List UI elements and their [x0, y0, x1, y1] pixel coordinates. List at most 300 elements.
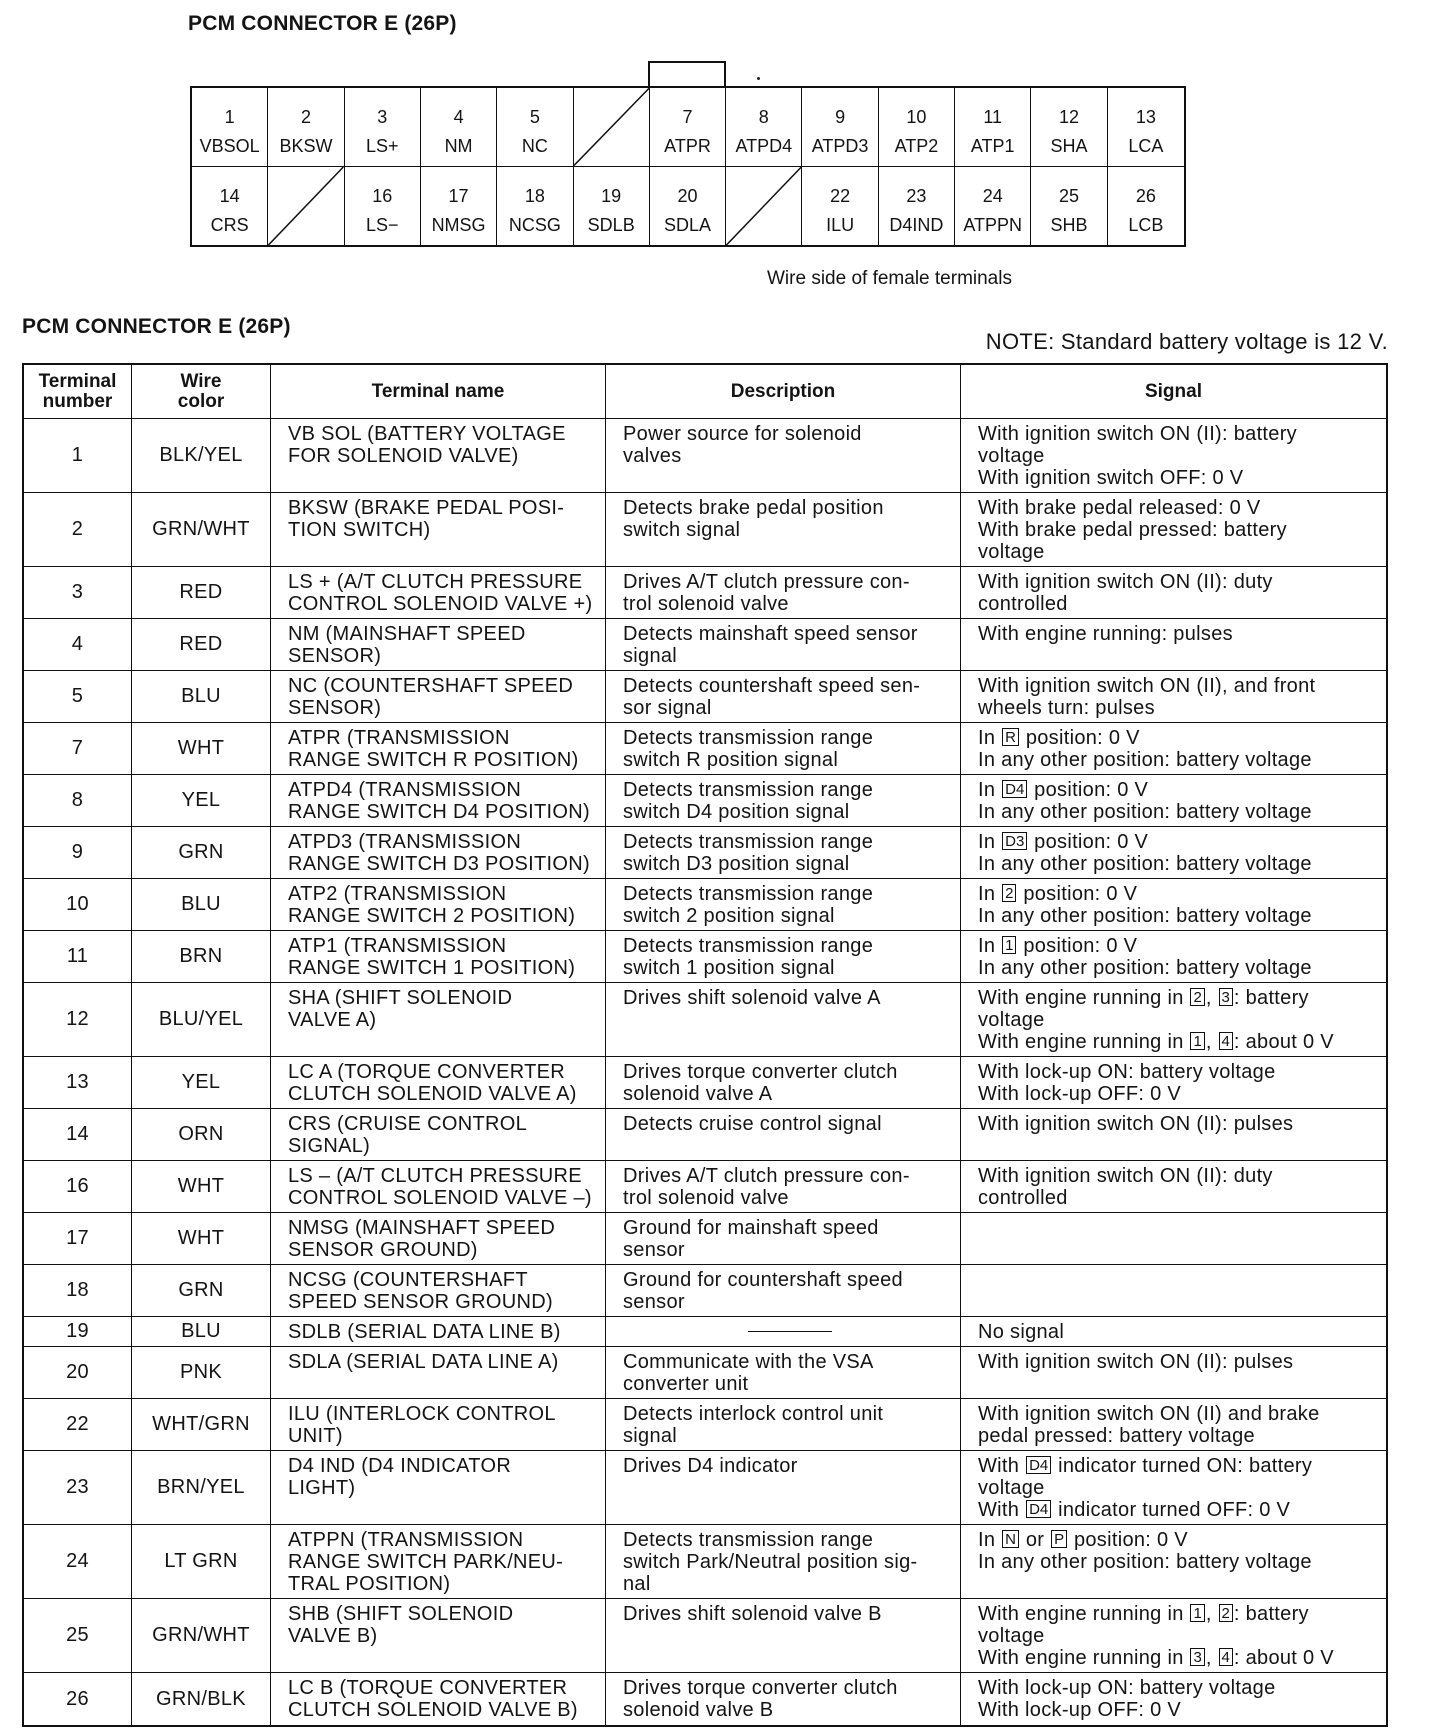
- terminal-name-line: RANGE SWITCH 2 POSITION): [288, 905, 576, 927]
- terminal-name-line: CONTROL SOLENOID VALVE +): [288, 593, 593, 615]
- description-cell: [606, 567, 961, 618]
- description-line: Detects mainshaft speed sensor: [623, 623, 918, 645]
- description-line: Detects brake pedal position: [623, 497, 884, 519]
- terminal-number-cell: 17: [24, 1213, 132, 1264]
- text-segment: With: [978, 1455, 1026, 1477]
- description-line: Drives torque converter clutch: [623, 1677, 898, 1699]
- terminal-pin-label: BKSW: [279, 136, 333, 156]
- terminal-name-cell: [271, 775, 606, 826]
- description-cell: [606, 671, 961, 722]
- wire-color-cell: BRN/YEL: [132, 1451, 271, 1524]
- text-segment: ,: [1205, 987, 1218, 1009]
- signal-line: [978, 987, 1382, 1009]
- description-cell: [606, 1213, 961, 1264]
- terminal-name-cell: [271, 1213, 606, 1264]
- connector-cell-blank: [268, 167, 344, 246]
- battery-voltage-note: NOTE: Standard battery voltage is 12 V.: [985, 329, 1388, 354]
- connector-cell-1: [192, 88, 268, 167]
- connector-cell-13: [1108, 88, 1184, 167]
- table-row: [24, 775, 1386, 827]
- terminal-name-line: VALVE B): [288, 1625, 378, 1647]
- terminal-pin-label: D4IND: [889, 214, 944, 235]
- signal-line: In any other position: battery voltage: [978, 905, 1312, 927]
- terminal-name-line: RANGE SWITCH PARK/NEU-: [288, 1551, 564, 1573]
- table-row: [24, 983, 1386, 1057]
- terminal-pin-label: LCA: [1128, 136, 1164, 156]
- description-line: Drives shift solenoid valve B: [623, 1603, 882, 1625]
- header-color-line: color: [177, 390, 225, 412]
- terminal-number-cell: 11: [24, 931, 132, 982]
- boxed-position-symbol: 3: [1219, 988, 1233, 1006]
- terminal-name-cell: [271, 1057, 606, 1108]
- text-segment: With engine running in: [978, 1603, 1190, 1625]
- description-line: Detects transmission range: [623, 779, 874, 801]
- signal-line: With ignition switch ON (II), and front: [978, 675, 1316, 697]
- description-cell: [606, 419, 961, 492]
- terminal-name-cell: [271, 1451, 606, 1524]
- slash-line: [726, 167, 801, 246]
- terminal-pin-number: 11: [983, 107, 1003, 127]
- signal-cell: [961, 1265, 1386, 1316]
- table-row: [24, 493, 1386, 567]
- text-segment: ,: [1205, 1031, 1218, 1053]
- boxed-position-symbol: N: [1002, 1530, 1019, 1548]
- connector-cell-10: [879, 88, 955, 167]
- slash-line: [574, 88, 649, 166]
- signal-line: [978, 1603, 1382, 1625]
- terminal-number-cell: 13: [24, 1057, 132, 1108]
- terminal-number-cell: 5: [24, 671, 132, 722]
- wire-color-cell: LT GRN: [132, 1525, 271, 1598]
- table-row: [24, 1213, 1386, 1265]
- terminal-name-line: TION SWITCH): [288, 519, 431, 541]
- signal-line: With lock-up ON: battery voltage: [978, 1061, 1276, 1083]
- description-line: switch D3 position signal: [623, 853, 850, 875]
- terminal-name-line: ATPD3 (TRANSMISSION: [288, 831, 522, 853]
- signal-line: In any other position: battery voltage: [978, 749, 1312, 771]
- description-line: switch Park/Neutral position sig-: [623, 1551, 918, 1573]
- terminal-number-cell: 23: [24, 1451, 132, 1524]
- terminal-number-cell: 8: [24, 775, 132, 826]
- terminal-number-cell: 1: [24, 419, 132, 492]
- terminal-number-cell: 26: [24, 1673, 132, 1725]
- text-segment: indicator turned OFF: 0 V: [1052, 1499, 1291, 1521]
- description-cell: [606, 1451, 961, 1524]
- signal-cell: [961, 1161, 1386, 1212]
- signal-cell: [961, 1057, 1386, 1108]
- table-row: [24, 1057, 1386, 1109]
- description-cell: [606, 1347, 961, 1398]
- text-segment: In: [978, 831, 1002, 853]
- signal-line: [978, 1031, 1382, 1053]
- connector-cell-14: [192, 167, 268, 246]
- signal-line: pedal pressed: battery voltage: [978, 1425, 1255, 1447]
- header-signal: Signal: [1144, 380, 1202, 402]
- description-line: solenoid valve B: [623, 1699, 774, 1721]
- table-row: [24, 1317, 1386, 1347]
- description-cell: [606, 1265, 961, 1316]
- terminal-name-cell: [271, 567, 606, 618]
- text-segment: position: 0 V: [1019, 727, 1140, 749]
- terminal-pin-number: 22: [830, 185, 851, 206]
- wire-color-cell: YEL: [132, 1057, 271, 1108]
- terminal-name-line: LS – (A/T CLUTCH PRESSURE: [288, 1165, 582, 1187]
- terminal-name-line: SDLB (SERIAL DATA LINE B): [288, 1321, 561, 1343]
- description-line: switch R position signal: [623, 749, 839, 771]
- terminal-name-cell: [271, 723, 606, 774]
- terminal-name-line: RANGE SWITCH D4 POSITION): [288, 801, 590, 823]
- boxed-position-symbol: D4: [1026, 1456, 1051, 1474]
- terminal-name-cell: [271, 983, 606, 1056]
- description-line: Power source for solenoid: [623, 423, 862, 445]
- wire-color-cell: WHT: [132, 723, 271, 774]
- text-segment: In: [978, 727, 1002, 749]
- table-row: [24, 1109, 1386, 1161]
- terminal-name-line: ATPD4 (TRANSMISSION: [288, 779, 522, 801]
- boxed-position-symbol: 4: [1219, 1648, 1233, 1666]
- boxed-position-symbol: 3: [1190, 1648, 1204, 1666]
- terminal-name-line: SENSOR GROUND): [288, 1239, 478, 1261]
- terminal-pin-label: NCSG: [508, 214, 561, 235]
- terminal-name-line: ATP2 (TRANSMISSION: [288, 883, 507, 905]
- signal-cell: [961, 1399, 1386, 1450]
- description-line: signal: [623, 645, 678, 667]
- description-line: trol solenoid valve: [623, 1187, 789, 1209]
- header-terminal-name: Terminal name: [271, 365, 606, 418]
- terminal-pin-number: 26: [1135, 185, 1156, 206]
- terminal-name-line: D4 IND (D4 INDICATOR: [288, 1455, 512, 1477]
- text-segment: ,: [1205, 1603, 1218, 1625]
- wire-color-cell: BLU: [132, 1317, 271, 1346]
- terminal-number-cell: 9: [24, 827, 132, 878]
- terminal-name-cell: [271, 619, 606, 670]
- signal-cell: [961, 1451, 1386, 1524]
- connector-cell-3: [345, 88, 421, 167]
- wire-color-cell: BRN: [132, 931, 271, 982]
- terminal-name-line: SENSOR): [288, 697, 382, 719]
- signal-cell: [961, 827, 1386, 878]
- terminal-pin-number: 18: [524, 185, 545, 206]
- terminal-name-line: UNIT): [288, 1425, 343, 1447]
- connector-cell-25: [1031, 167, 1107, 246]
- description-line: Ground for countershaft speed: [623, 1269, 903, 1291]
- terminal-number-cell: 22: [24, 1399, 132, 1450]
- description-cell: [606, 493, 961, 566]
- terminal-number-cell: 7: [24, 723, 132, 774]
- connector-cell-26: [1108, 167, 1184, 246]
- terminal-name-line: LC A (TORQUE CONVERTER: [288, 1061, 566, 1083]
- terminal-pin-number: 1: [224, 107, 235, 127]
- table-row: [24, 671, 1386, 723]
- description-line: switch 2 position signal: [623, 905, 835, 927]
- description-line: Detects countershaft speed sen-: [623, 675, 921, 697]
- wire-color-cell: GRN/WHT: [132, 1599, 271, 1672]
- table-row: [24, 827, 1386, 879]
- signal-cell: [961, 1599, 1386, 1672]
- terminal-pin-number: 10: [906, 107, 927, 127]
- description-line: trol solenoid valve: [623, 593, 789, 615]
- terminal-pin-number: 8: [758, 107, 769, 127]
- terminal-pin-label: ATP1: [970, 136, 1015, 156]
- terminal-name-cell: [271, 1265, 606, 1316]
- description-line: Drives A/T clutch pressure con-: [623, 1165, 910, 1187]
- terminal-number-cell: 20: [24, 1347, 132, 1398]
- signal-line: [978, 1529, 1382, 1551]
- terminal-name-cell: [271, 1347, 606, 1398]
- signal-line: With ignition switch ON (II): battery: [978, 423, 1297, 445]
- text-segment: : about 0 V: [1233, 1031, 1334, 1053]
- signal-cell: [961, 419, 1386, 492]
- connector-pin-diagram: [190, 86, 1186, 247]
- signal-cell: [961, 1347, 1386, 1398]
- terminal-name-line: VALVE A): [288, 1009, 377, 1031]
- connector-cell-17: [421, 167, 497, 246]
- boxed-position-symbol: P: [1051, 1530, 1067, 1548]
- terminal-pin-label: VBSOL: [199, 136, 260, 156]
- signal-line: With ignition switch ON (II): pulses: [978, 1113, 1294, 1135]
- connector-cell-23: [879, 167, 955, 246]
- signal-line: With ignition switch ON (II): duty: [978, 571, 1273, 593]
- terminal-pin-number: 5: [529, 107, 540, 127]
- text-segment: : battery: [1233, 987, 1309, 1009]
- text-segment: position: 0 V: [1068, 1529, 1188, 1551]
- wire-color-cell: PNK: [132, 1347, 271, 1398]
- description-cell: [606, 931, 961, 982]
- description-line: valves: [623, 445, 682, 467]
- boxed-position-symbol: 2: [1190, 988, 1204, 1006]
- table-row: [24, 419, 1386, 493]
- terminal-pin-label: ILU: [826, 214, 855, 235]
- table-row: [24, 619, 1386, 671]
- signal-cell: [961, 1213, 1386, 1264]
- terminal-name-line: RANGE SWITCH R POSITION): [288, 749, 579, 771]
- description-line: Drives shift solenoid valve A: [623, 987, 881, 1009]
- description-cell: [606, 1525, 961, 1598]
- connector-cell-11: [955, 88, 1031, 167]
- header-terminal-number: [24, 365, 132, 418]
- terminal-name-line: CLUTCH SOLENOID VALVE A): [288, 1083, 577, 1105]
- description-line: sensor: [623, 1291, 685, 1313]
- signal-line: [978, 779, 1382, 801]
- terminal-name-cell: [271, 1599, 606, 1672]
- unused-cavity-slash: [574, 88, 649, 166]
- description-line: signal: [623, 1425, 678, 1447]
- text-segment: position: 0 V: [1017, 935, 1138, 957]
- description-cell: [606, 1057, 961, 1108]
- terminal-pin-number: 23: [906, 185, 927, 206]
- text-segment: position: 0 V: [1017, 883, 1138, 905]
- header-number-line: number: [42, 390, 113, 412]
- terminal-pin-label: NMSG: [431, 214, 486, 235]
- terminal-pin-number: 20: [677, 185, 698, 206]
- text-segment: In: [978, 883, 1002, 905]
- signal-line: [978, 831, 1382, 853]
- description-line: nal: [623, 1573, 651, 1595]
- wire-color-cell: GRN: [132, 827, 271, 878]
- description-line: Detects cruise control signal: [623, 1113, 882, 1135]
- connector-cell-9: [802, 88, 878, 167]
- table-row: [24, 1673, 1386, 1725]
- text-segment: With engine running in: [978, 1031, 1190, 1053]
- terminal-name-cell: [271, 1161, 606, 1212]
- connector-cell-12: [1031, 88, 1107, 167]
- connector-diagram-title: PCM CONNECTOR E (26P): [188, 12, 457, 35]
- text-segment: : battery: [1233, 1603, 1309, 1625]
- signal-line: [978, 935, 1382, 957]
- signal-cell: [961, 567, 1386, 618]
- terminal-name-line: CRS (CRUISE CONTROL: [288, 1113, 528, 1135]
- description-cell: [606, 1317, 961, 1346]
- boxed-position-symbol: 1: [1190, 1032, 1204, 1050]
- terminal-name-cell: [271, 1317, 606, 1346]
- connector-cell-2: [268, 88, 344, 167]
- terminal-pin-label: ATPD4: [735, 136, 793, 156]
- wire-color-cell: ORN: [132, 1109, 271, 1160]
- terminal-name-line: TRAL POSITION): [288, 1573, 451, 1595]
- terminal-number-cell: 16: [24, 1161, 132, 1212]
- description-cell: [606, 879, 961, 930]
- boxed-position-symbol: 4: [1219, 1032, 1233, 1050]
- text-segment: With engine running in: [978, 1647, 1190, 1669]
- table-row: [24, 931, 1386, 983]
- terminal-number-cell: 3: [24, 567, 132, 618]
- description-cell: [606, 1399, 961, 1450]
- terminal-name-line: RANGE SWITCH D3 POSITION): [288, 853, 590, 875]
- description-line: Detects transmission range: [623, 935, 874, 957]
- table-row: [24, 567, 1386, 619]
- boxed-position-symbol: R: [1002, 728, 1019, 746]
- connector-cell-20: [650, 167, 726, 246]
- terminal-name-line: ATPR (TRANSMISSION: [288, 727, 510, 749]
- signal-cell: [961, 493, 1386, 566]
- signal-line: [978, 1455, 1382, 1477]
- boxed-position-symbol: 2: [1002, 884, 1016, 902]
- signal-line: With ignition switch OFF: 0 V: [978, 467, 1244, 489]
- terminal-pin-number: 7: [682, 107, 693, 127]
- connector-cell-18: [497, 167, 573, 246]
- wire-color-cell: GRN: [132, 1265, 271, 1316]
- connector-cell-19: [574, 167, 650, 246]
- terminal-name-line: SDLA (SERIAL DATA LINE A): [288, 1351, 559, 1373]
- terminal-name-cell: [271, 419, 606, 492]
- connector-dot-mark: [757, 77, 760, 80]
- terminal-pin-label: ATPPN: [963, 214, 1023, 235]
- signal-line: With brake pedal pressed: battery: [978, 519, 1287, 541]
- text-segment: In: [978, 1529, 1002, 1551]
- terminal-name-line: ILU (INTERLOCK CONTROL: [288, 1403, 556, 1425]
- terminal-pin-label: ATPD3: [811, 136, 869, 156]
- signal-cell: [961, 1109, 1386, 1160]
- terminal-name-cell: [271, 879, 606, 930]
- description-cell: [606, 723, 961, 774]
- description-line: Ground for mainshaft speed: [623, 1217, 879, 1239]
- connector-cell-16: [345, 167, 421, 246]
- no-description-dash: [748, 1331, 832, 1332]
- table-title: PCM CONNECTOR E (26P): [22, 315, 291, 338]
- table-row: [24, 879, 1386, 931]
- signal-line: With ignition switch ON (II): pulses: [978, 1351, 1294, 1373]
- terminal-name-line: LS + (A/T CLUTCH PRESSURE: [288, 571, 583, 593]
- terminal-pin-label: SHB: [1050, 214, 1088, 235]
- signal-cell: [961, 1525, 1386, 1598]
- terminal-name-line: SPEED SENSOR GROUND): [288, 1291, 553, 1313]
- terminal-pin-label: ATPR: [664, 136, 711, 156]
- table-row: [24, 1451, 1386, 1525]
- terminal-name-cell: [271, 827, 606, 878]
- description-line: Detects transmission range: [623, 1529, 874, 1551]
- terminal-name-line: LIGHT): [288, 1477, 356, 1499]
- terminal-pin-number: 14: [219, 185, 240, 206]
- wire-color-cell: BLU: [132, 671, 271, 722]
- terminal-name-line: NCSG (COUNTERSHAFT: [288, 1269, 528, 1291]
- terminal-name-cell: [271, 493, 606, 566]
- description-line: Detects interlock control unit: [623, 1403, 884, 1425]
- signal-line: With ignition switch ON (II) and brake: [978, 1403, 1320, 1425]
- description-line: Communicate with the VSA: [623, 1351, 874, 1373]
- boxed-position-symbol: 1: [1190, 1604, 1204, 1622]
- terminal-number-cell: 25: [24, 1599, 132, 1672]
- text-segment: In: [978, 779, 1002, 801]
- description-line: Detects transmission range: [623, 727, 874, 749]
- description-cell: [606, 619, 961, 670]
- signal-line: [978, 1647, 1382, 1669]
- terminal-pin-label: ATP2: [894, 136, 939, 156]
- signal-line: In any other position: battery voltage: [978, 853, 1312, 875]
- wire-color-cell: RED: [132, 619, 271, 670]
- terminal-name-line: RANGE SWITCH 1 POSITION): [288, 957, 576, 979]
- signal-cell: [961, 775, 1386, 826]
- terminal-name-line: LC B (TORQUE CONVERTER: [288, 1677, 568, 1699]
- terminal-pin-label: CRS: [210, 214, 249, 235]
- terminal-pin-number: 13: [1135, 107, 1156, 127]
- description-cell: [606, 1599, 961, 1672]
- signal-line: With ignition switch ON (II): duty: [978, 1165, 1273, 1187]
- terminal-pin-number: 9: [835, 107, 846, 127]
- text-segment: or: [1019, 1529, 1051, 1551]
- terminal-name-line: ATPPN (TRANSMISSION: [288, 1529, 524, 1551]
- terminal-pin-number: 4: [453, 107, 464, 127]
- text-segment: In: [978, 935, 1002, 957]
- text-segment: indicator turned ON: battery: [1052, 1455, 1313, 1477]
- description-line: sensor: [623, 1239, 685, 1261]
- terminal-pin-label: SDLB: [587, 214, 635, 235]
- connector-locking-tab: [648, 61, 726, 88]
- signal-line: [978, 883, 1382, 905]
- description-cell: [606, 1161, 961, 1212]
- terminal-pin-label: SHA: [1050, 136, 1088, 156]
- table-header-row: [24, 365, 1386, 419]
- signal-line: voltage: [978, 1009, 1045, 1031]
- connector-cell-blank: [726, 167, 802, 246]
- wire-color-cell: RED: [132, 567, 271, 618]
- terminal-number-cell: 2: [24, 493, 132, 566]
- terminal-name-line: SIGNAL): [288, 1135, 371, 1157]
- signal-line: voltage: [978, 541, 1045, 563]
- terminal-name-line: SHB (SHIFT SOLENOID: [288, 1603, 514, 1625]
- terminal-name-cell: [271, 1525, 606, 1598]
- description-cell: [606, 775, 961, 826]
- description-cell: [606, 1109, 961, 1160]
- terminal-table: [22, 363, 1388, 1727]
- terminal-pin-number: 16: [372, 185, 393, 206]
- description-line: Detects transmission range: [623, 831, 874, 853]
- description-line: Drives torque converter clutch: [623, 1061, 898, 1083]
- signal-line: controlled: [978, 593, 1068, 615]
- terminal-name-line: NM (MAINSHAFT SPEED: [288, 623, 526, 645]
- terminal-pin-number: 24: [982, 185, 1003, 206]
- text-segment: With: [978, 1499, 1026, 1521]
- table-row: [24, 1161, 1386, 1213]
